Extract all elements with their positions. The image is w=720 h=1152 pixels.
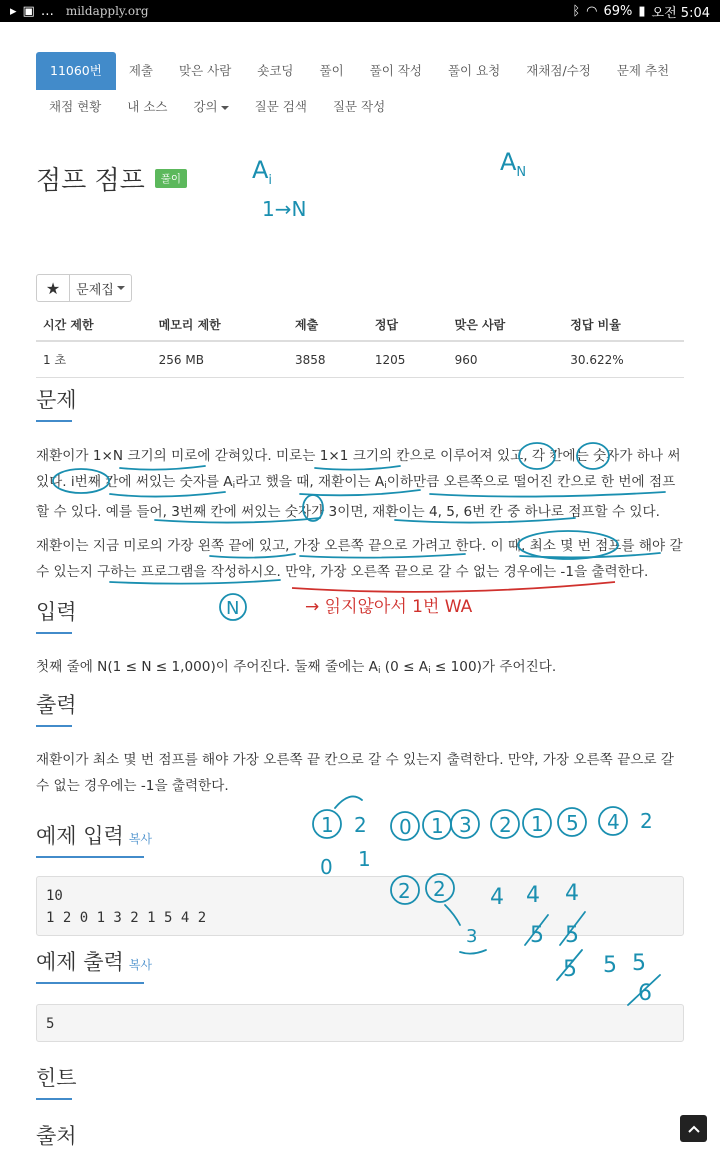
battery-level: 69% bbox=[603, 3, 633, 19]
ink-seq-7: 5 bbox=[566, 811, 579, 835]
more-icon: … bbox=[40, 3, 54, 19]
sample-output-heading-text: 예제 출력 bbox=[36, 950, 124, 974]
ink-under-1: 1 bbox=[358, 847, 371, 871]
ink-seq-6: 1 bbox=[531, 812, 544, 836]
input-text-b: (0 ≤ A bbox=[380, 659, 429, 675]
ink-seq-0: 1 bbox=[321, 813, 334, 837]
ink-row2-0: 2 bbox=[398, 879, 411, 903]
image-icon: ▣ bbox=[22, 3, 35, 19]
submissions: 3858 bbox=[288, 341, 368, 378]
ink-range: 1→N bbox=[262, 197, 307, 221]
subscript-i: i bbox=[377, 666, 381, 676]
input-heading-text: 입력 bbox=[36, 600, 77, 624]
battery-icon: ▮ bbox=[638, 3, 646, 19]
ink-row2-1: 2 bbox=[433, 877, 446, 901]
title-row bbox=[36, 160, 187, 197]
ink-strike bbox=[628, 975, 660, 1005]
output-heading-text: 출력 bbox=[36, 693, 77, 717]
ink-seq-1: 2 bbox=[354, 813, 367, 837]
ink-red bbox=[292, 582, 615, 617]
clock: 오전 5:04 bbox=[651, 5, 710, 21]
ink-row3-0: 5 bbox=[530, 923, 544, 948]
chevron-down-icon bbox=[221, 106, 229, 110]
hint-heading bbox=[36, 1062, 77, 1092]
tab-request-solution[interactable]: 풀이 요청 bbox=[447, 63, 501, 78]
status-left bbox=[10, 4, 149, 19]
ink-circle bbox=[599, 807, 627, 835]
ink-seq-5: 2 bbox=[499, 813, 512, 837]
input-text-a: 첫째 줄에 N(1 ≤ N ≤ 1,000)이 주어진다. 둘째 줄에는 A bbox=[36, 659, 378, 675]
tab-solvers[interactable]: 맞은 사람 bbox=[179, 63, 232, 78]
tab-solutions[interactable]: 풀이 bbox=[319, 63, 344, 78]
sample-output-heading bbox=[36, 946, 152, 976]
problem-text-1a: 재환이가 1×N 크기의 미로에 갇혀있다. 미로는 1×1 크기의 칸으로 이루어져 있고, 각 칸에는 숫자가 하나 써있다. i번째 칸에 써있는 숫자를 A bbox=[36, 448, 681, 490]
nav-row-2 bbox=[36, 88, 686, 126]
problem-text-2: 재환이는 지금 미로의 가장 왼쪽 끝에 있고, 가장 오른쪽 끝으로 가려고 한다. 이 때, 최소 몇 번 점프를 해야 갈 수 있는지 구하는 프로그램을 작성하시오. 만약, 가장 오른쪽 끝으로 갈 수 없는 경우에는 -1을 출력한다. bbox=[36, 538, 683, 580]
tab-lecture-label: 강의 bbox=[193, 99, 218, 114]
problem-text-1c: 이하만큼 오른쪽으로 떨어진 칸으로 한 번에 점프할 수 있다. 예를 들어, 3번째 칸에 써있는 숫자가 3이면, 재환이는 4, 5, 6번 칸 중 하나로 점프할 수 있다. bbox=[36, 474, 676, 520]
ink-circle bbox=[313, 810, 341, 838]
notification-icon: ▸ bbox=[10, 3, 17, 19]
ink-ai: $A_i$ bbox=[252, 156, 273, 188]
ink-under-0: 0 bbox=[320, 855, 333, 879]
table-row bbox=[36, 341, 684, 378]
table-header-row bbox=[36, 308, 684, 341]
ink-circle bbox=[423, 811, 451, 839]
chevron-up-icon bbox=[687, 1124, 701, 1134]
heading-underline bbox=[36, 420, 72, 422]
ink-row2-sub: 3 bbox=[466, 926, 478, 947]
problem-actions bbox=[36, 274, 132, 302]
ink-circle bbox=[491, 810, 519, 838]
problem-info-table bbox=[36, 308, 684, 378]
header-time-limit: 시간 제한 bbox=[36, 308, 152, 341]
ink-seq-4: 3 bbox=[459, 813, 472, 837]
tab-problem[interactable]: 11060번 bbox=[36, 52, 116, 90]
tab-question-write[interactable]: 질문 작성 bbox=[332, 99, 386, 114]
ink-red-note: → 읽지않아서 1번 WA bbox=[305, 597, 473, 617]
sample-input-box: 10 1 2 0 1 3 2 1 5 4 2 bbox=[36, 876, 684, 936]
ink-row4-1: 5 bbox=[603, 953, 617, 978]
ink-strike bbox=[557, 950, 582, 980]
output-description: 재환이가 최소 몇 번 점프를 해야 가장 오른쪽 끝 칸으로 갈 수 있는지 출력한다. 만약, 가장 오른쪽 끝으로 갈 수 없는 경우에는 -1을 출력한다. bbox=[36, 752, 674, 794]
ink-row4-0: 5 bbox=[563, 957, 577, 982]
header-memory-limit: 메모리 제한 bbox=[152, 308, 288, 341]
problem-set-button[interactable] bbox=[70, 274, 132, 302]
ink-underline bbox=[460, 950, 486, 954]
tab-question-search[interactable]: 질문 검색 bbox=[254, 99, 307, 114]
problem-nav bbox=[36, 52, 686, 126]
ink-row2-2: 4 bbox=[490, 885, 504, 910]
heading-underline bbox=[36, 856, 144, 858]
memory-limit: 256 MB bbox=[152, 341, 288, 378]
ink-row3-1: 5 bbox=[565, 923, 579, 948]
ratio: 30.622% bbox=[563, 341, 684, 378]
ink-seq-8: 4 bbox=[607, 810, 620, 834]
tab-my-source[interactable]: 내 소스 bbox=[127, 99, 168, 114]
solution-badge[interactable]: 풀이 bbox=[155, 169, 187, 188]
input-heading bbox=[36, 596, 77, 626]
status-bar bbox=[0, 0, 720, 22]
problem-heading bbox=[36, 384, 77, 414]
source-heading[interactable] bbox=[36, 1120, 77, 1150]
page-title: 점프 점프 bbox=[36, 166, 145, 196]
header-solvers: 맞은 사람 bbox=[448, 308, 564, 341]
accepted: 1205 bbox=[368, 341, 448, 378]
ink-circle bbox=[451, 810, 479, 838]
copy-output-link[interactable]: 복사 bbox=[128, 958, 153, 972]
tab-write-solution[interactable]: 풀이 작성 bbox=[369, 63, 422, 78]
ink-row2-4: 4 bbox=[565, 881, 579, 906]
nav-row-1 bbox=[36, 52, 686, 90]
header-submissions: 제출 bbox=[288, 308, 368, 341]
problem-set-label: 문제집 bbox=[76, 282, 114, 298]
ink-row4-2: 5 bbox=[632, 951, 646, 976]
output-heading bbox=[36, 689, 77, 719]
bluetooth-icon: ᛒ bbox=[572, 3, 581, 19]
subscript-i: i bbox=[384, 481, 387, 491]
heading-underline bbox=[36, 632, 72, 634]
problem-heading-text: 문제 bbox=[36, 388, 77, 412]
ink-circle bbox=[220, 594, 246, 620]
ink-row5: 6 bbox=[638, 981, 652, 1006]
status-right bbox=[572, 2, 710, 21]
tab-recommend[interactable]: 문제 추천 bbox=[616, 63, 670, 78]
wifi-icon: ◠ bbox=[586, 3, 598, 19]
sample-output-box: 5 bbox=[36, 1004, 684, 1042]
tab-status[interactable]: 채점 현황 bbox=[49, 99, 102, 114]
ink-seq-9: 2 bbox=[640, 809, 653, 833]
star-button[interactable]: ★ bbox=[36, 274, 70, 302]
problem-description bbox=[36, 443, 684, 585]
time-limit: 1 초 bbox=[36, 341, 152, 378]
source-heading-text: 출처 bbox=[36, 1124, 77, 1148]
scroll-to-top-button[interactable] bbox=[680, 1115, 707, 1142]
ink-circle bbox=[391, 812, 419, 840]
heading-underline bbox=[36, 982, 144, 984]
sample-input-heading-text: 예제 입력 bbox=[36, 824, 124, 848]
subscript-i: i bbox=[428, 666, 431, 676]
ink-seq-2: 0 bbox=[399, 815, 412, 839]
sample-input-heading bbox=[36, 820, 152, 850]
chevron-down-icon bbox=[117, 286, 125, 290]
tab-lecture[interactable] bbox=[180, 88, 241, 126]
heading-underline bbox=[36, 1098, 72, 1100]
ink-row2-3: 4 bbox=[526, 883, 540, 908]
ink-an: $A_N$ bbox=[500, 148, 527, 180]
input-text-c: ≤ 100)가 주어진다. bbox=[430, 659, 557, 675]
header-accepted: 정답 bbox=[368, 308, 448, 341]
copy-input-link[interactable]: 복사 bbox=[128, 832, 153, 846]
subscript-i: i bbox=[232, 481, 236, 491]
status-url: mildapply.org bbox=[65, 4, 149, 18]
solvers: 960 bbox=[448, 341, 564, 378]
ink-circle bbox=[558, 808, 586, 836]
input-description bbox=[36, 654, 684, 684]
hint-heading-text: 힌트 bbox=[36, 1066, 77, 1090]
ink-circle bbox=[523, 809, 551, 837]
tab-submit[interactable]: 제출 bbox=[128, 63, 153, 78]
header-ratio: 정답 비율 bbox=[563, 308, 684, 341]
tab-rejudge[interactable]: 재채점/수정 bbox=[526, 63, 591, 78]
ink-seq-3: 1 bbox=[431, 814, 444, 838]
ink-n: N bbox=[226, 598, 240, 619]
heading-underline bbox=[36, 725, 72, 727]
tab-short-coding[interactable]: 숏코딩 bbox=[257, 63, 294, 78]
problem-text-1b: 라고 했을 때, 재환이는 A bbox=[235, 474, 385, 490]
